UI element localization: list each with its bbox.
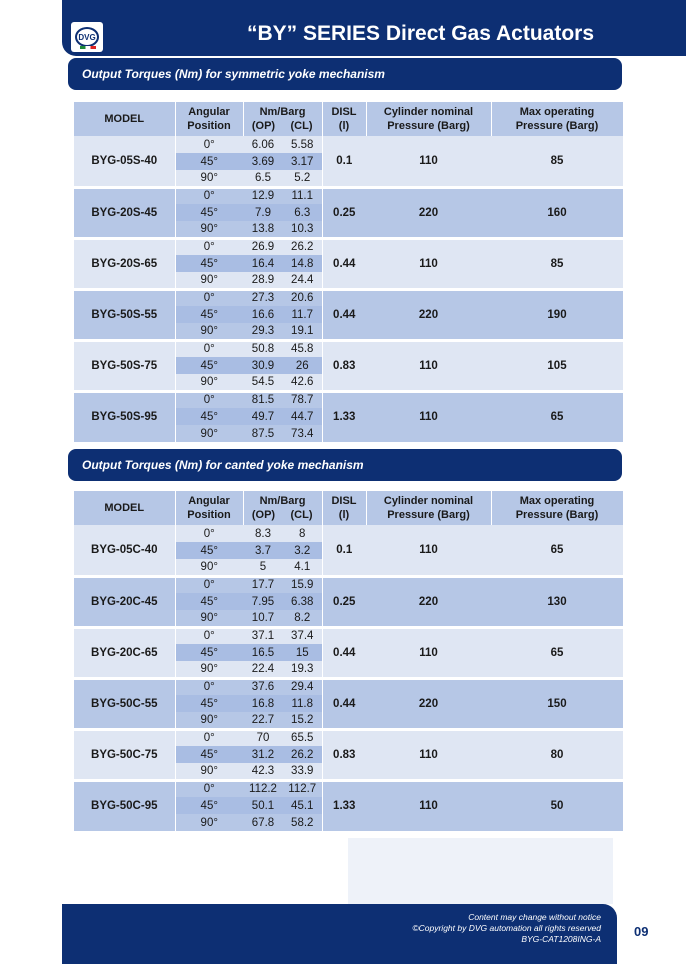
angle-cell: 45° xyxy=(175,542,243,559)
cl-cell: 65.5 xyxy=(283,729,322,746)
angle-cell: 0° xyxy=(175,627,243,644)
cl-cell: 4.1 xyxy=(283,559,322,576)
angle-cell: 90° xyxy=(175,374,243,391)
angle-cell: 90° xyxy=(175,323,243,340)
cl-cell: 26.2 xyxy=(283,746,322,763)
op-cell: 12.9 xyxy=(243,187,283,204)
cl-cell: 3.2 xyxy=(283,542,322,559)
cl-cell: 45.1 xyxy=(283,797,322,814)
op-cell: 16.5 xyxy=(243,644,283,661)
torque-table-canted xyxy=(74,491,624,831)
op-cell: 10.7 xyxy=(243,610,283,627)
max-pressure-cell: 65 xyxy=(491,627,623,678)
op-cell: 27.3 xyxy=(243,289,283,306)
torque-table-symmetric xyxy=(74,102,624,442)
table-header-row xyxy=(74,491,623,525)
model-cell: BYG-05C-40 xyxy=(74,525,175,576)
cl-cell: 11.7 xyxy=(283,306,322,323)
cl-cell: 73.4 xyxy=(283,425,322,442)
op-cell: 29.3 xyxy=(243,323,283,340)
logo-ring-icon xyxy=(75,27,99,47)
table-row xyxy=(74,780,623,797)
op-cell: 6.5 xyxy=(243,170,283,187)
disl-cell: 0.83 xyxy=(322,340,366,391)
angle-cell: 0° xyxy=(175,525,243,542)
cylinder-pressure-cell: 110 xyxy=(366,391,491,442)
footer-line-3: BYG-CAT1208ING-A xyxy=(521,934,601,944)
angle-cell: 90° xyxy=(175,763,243,780)
angle-cell: 90° xyxy=(175,272,243,289)
angle-cell: 45° xyxy=(175,746,243,763)
model-cell: BYG-20C-65 xyxy=(74,627,175,678)
model-cell: BYG-05S-40 xyxy=(74,136,175,187)
op-cell: 22.7 xyxy=(243,712,283,729)
angle-cell: 45° xyxy=(175,644,243,661)
angle-cell: 45° xyxy=(175,306,243,323)
model-cell: BYG-20C-45 xyxy=(74,576,175,627)
cl-cell: 26 xyxy=(283,357,322,374)
op-cell: 67.8 xyxy=(243,814,283,831)
angle-cell: 45° xyxy=(175,695,243,712)
section-title-canted: Output Torques (Nm) for canted yoke mechanism xyxy=(68,449,622,481)
angle-cell: 0° xyxy=(175,136,243,153)
page-header xyxy=(62,0,686,56)
cylinder-pressure-cell: 110 xyxy=(366,729,491,780)
op-cell: 16.8 xyxy=(243,695,283,712)
angle-cell: 0° xyxy=(175,780,243,797)
cl-cell: 8.2 xyxy=(283,610,322,627)
table-body-symmetric xyxy=(74,136,623,442)
col-disl: DISL (l) xyxy=(322,491,366,525)
table-header-row xyxy=(74,102,623,136)
op-cell: 87.5 xyxy=(243,425,283,442)
cl-cell: 11.1 xyxy=(283,187,322,204)
model-cell: BYG-20S-45 xyxy=(74,187,175,238)
page-title: “BY” SERIES Direct Gas Actuators xyxy=(247,22,594,45)
cl-cell: 20.6 xyxy=(283,289,322,306)
cl-cell: 42.6 xyxy=(283,374,322,391)
op-cell: 16.6 xyxy=(243,306,283,323)
angle-cell: 90° xyxy=(175,559,243,576)
op-cell: 37.6 xyxy=(243,678,283,695)
op-cell: 7.9 xyxy=(243,204,283,221)
model-cell: BYG-50C-55 xyxy=(74,678,175,729)
angle-cell: 90° xyxy=(175,661,243,678)
model-cell: BYG-50S-55 xyxy=(74,289,175,340)
max-pressure-cell: 85 xyxy=(491,136,623,187)
footer-notice xyxy=(412,912,601,945)
table-row xyxy=(74,576,623,593)
table-row xyxy=(74,729,623,746)
op-cell: 49.7 xyxy=(243,408,283,425)
table-row xyxy=(74,678,623,695)
angle-cell: 0° xyxy=(175,289,243,306)
table-row xyxy=(74,136,623,153)
cylinder-pressure-cell: 110 xyxy=(366,340,491,391)
op-cell: 81.5 xyxy=(243,391,283,408)
cl-cell: 26.2 xyxy=(283,238,322,255)
logo-text: DVG xyxy=(78,32,96,42)
op-cell: 54.5 xyxy=(243,374,283,391)
op-cell: 70 xyxy=(243,729,283,746)
op-cell: 6.06 xyxy=(243,136,283,153)
page-number: 09 xyxy=(634,924,649,939)
col-model: MODEL xyxy=(74,102,175,136)
table-row xyxy=(74,238,623,255)
col-cylinder: Cylinder nominal Pressure (Barg) xyxy=(366,491,491,525)
disl-cell: 1.33 xyxy=(322,391,366,442)
cl-cell: 6.38 xyxy=(283,593,322,610)
cl-cell: 5.58 xyxy=(283,136,322,153)
angle-cell: 90° xyxy=(175,170,243,187)
cl-cell: 5.2 xyxy=(283,170,322,187)
table-body-canted xyxy=(74,525,623,831)
cl-cell: 45.8 xyxy=(283,340,322,357)
angle-cell: 0° xyxy=(175,238,243,255)
op-cell: 8.3 xyxy=(243,525,283,542)
angle-cell: 0° xyxy=(175,576,243,593)
angle-cell: 90° xyxy=(175,712,243,729)
col-disl: DISL (l) xyxy=(322,102,366,136)
col-max: Max operating Pressure (Barg) xyxy=(491,491,623,525)
col-angular: Angular Position xyxy=(175,491,243,525)
col-model: MODEL xyxy=(74,491,175,525)
op-cell: 5 xyxy=(243,559,283,576)
op-cell: 22.4 xyxy=(243,661,283,678)
op-cell: 30.9 xyxy=(243,357,283,374)
disl-cell: 0.1 xyxy=(322,525,366,576)
angle-cell: 0° xyxy=(175,678,243,695)
cylinder-pressure-cell: 110 xyxy=(366,627,491,678)
model-cell: BYG-50S-95 xyxy=(74,391,175,442)
cl-cell: 14.8 xyxy=(283,255,322,272)
cl-cell: 37.4 xyxy=(283,627,322,644)
cylinder-pressure-cell: 110 xyxy=(366,136,491,187)
op-cell: 31.2 xyxy=(243,746,283,763)
max-pressure-cell: 80 xyxy=(491,729,623,780)
op-cell: 37.1 xyxy=(243,627,283,644)
angle-cell: 45° xyxy=(175,204,243,221)
angle-cell: 90° xyxy=(175,814,243,831)
max-pressure-cell: 150 xyxy=(491,678,623,729)
cl-cell: 58.2 xyxy=(283,814,322,831)
op-cell: 50.8 xyxy=(243,340,283,357)
angle-cell: 45° xyxy=(175,153,243,170)
op-cell: 28.9 xyxy=(243,272,283,289)
op-cell: 17.7 xyxy=(243,576,283,593)
op-cell: 50.1 xyxy=(243,797,283,814)
angle-cell: 0° xyxy=(175,187,243,204)
section-title-symmetric: Output Torques (Nm) for symmetric yoke mechanism xyxy=(68,58,622,90)
max-pressure-cell: 65 xyxy=(491,391,623,442)
disl-cell: 0.25 xyxy=(322,576,366,627)
table-row xyxy=(74,187,623,204)
cl-cell: 19.3 xyxy=(283,661,322,678)
max-pressure-cell: 160 xyxy=(491,187,623,238)
max-pressure-cell: 65 xyxy=(491,525,623,576)
op-cell: 13.8 xyxy=(243,221,283,238)
angle-cell: 90° xyxy=(175,425,243,442)
cl-cell: 29.4 xyxy=(283,678,322,695)
angle-cell: 90° xyxy=(175,221,243,238)
angle-cell: 45° xyxy=(175,255,243,272)
cl-cell: 15.2 xyxy=(283,712,322,729)
op-cell: 26.9 xyxy=(243,238,283,255)
disl-cell: 1.33 xyxy=(322,780,366,831)
footer-line-1: Content may change without notice xyxy=(468,912,601,922)
cylinder-pressure-cell: 220 xyxy=(366,289,491,340)
op-cell: 42.3 xyxy=(243,763,283,780)
op-cell: 3.7 xyxy=(243,542,283,559)
dvg-logo xyxy=(71,22,103,52)
cylinder-pressure-cell: 220 xyxy=(366,576,491,627)
angle-cell: 45° xyxy=(175,593,243,610)
cylinder-pressure-cell: 220 xyxy=(366,678,491,729)
cylinder-pressure-cell: 110 xyxy=(366,780,491,831)
col-cylinder: Cylinder nominal Pressure (Barg) xyxy=(366,102,491,136)
angle-cell: 0° xyxy=(175,729,243,746)
cl-cell: 15 xyxy=(283,644,322,661)
footer-line-2: ©Copyright by DVG automation all rights reserved xyxy=(412,923,601,933)
flag-icon xyxy=(80,46,96,49)
cl-cell: 11.8 xyxy=(283,695,322,712)
model-cell: BYG-50C-75 xyxy=(74,729,175,780)
cl-cell: 15.9 xyxy=(283,576,322,593)
disl-cell: 0.44 xyxy=(322,289,366,340)
angle-cell: 0° xyxy=(175,391,243,408)
cl-cell: 10.3 xyxy=(283,221,322,238)
col-nm-barg: Nm/Barg (OP) (CL) xyxy=(243,102,322,136)
max-pressure-cell: 190 xyxy=(491,289,623,340)
angle-cell: 0° xyxy=(175,340,243,357)
table-row xyxy=(74,525,623,542)
cl-cell: 33.9 xyxy=(283,763,322,780)
cylinder-pressure-cell: 110 xyxy=(366,525,491,576)
op-cell: 7.95 xyxy=(243,593,283,610)
op-cell: 112.2 xyxy=(243,780,283,797)
table-row xyxy=(74,340,623,357)
disl-cell: 0.44 xyxy=(322,678,366,729)
max-pressure-cell: 50 xyxy=(491,780,623,831)
disl-cell: 0.1 xyxy=(322,136,366,187)
col-max: Max operating Pressure (Barg) xyxy=(491,102,623,136)
table-row xyxy=(74,391,623,408)
model-cell: BYG-50C-95 xyxy=(74,780,175,831)
disl-cell: 0.44 xyxy=(322,627,366,678)
angle-cell: 45° xyxy=(175,357,243,374)
table-row xyxy=(74,627,623,644)
cl-cell: 44.7 xyxy=(283,408,322,425)
cl-cell: 19.1 xyxy=(283,323,322,340)
angle-cell: 45° xyxy=(175,408,243,425)
model-cell: BYG-20S-65 xyxy=(74,238,175,289)
disl-cell: 0.83 xyxy=(322,729,366,780)
col-angular: Angular Position xyxy=(175,102,243,136)
op-cell: 3.69 xyxy=(243,153,283,170)
max-pressure-cell: 105 xyxy=(491,340,623,391)
cl-cell: 6.3 xyxy=(283,204,322,221)
cl-cell: 24.4 xyxy=(283,272,322,289)
op-cell: 16.4 xyxy=(243,255,283,272)
cl-cell: 3.17 xyxy=(283,153,322,170)
cl-cell: 112.7 xyxy=(283,780,322,797)
cylinder-pressure-cell: 220 xyxy=(366,187,491,238)
page-footer xyxy=(62,904,617,964)
col-nm-barg: Nm/Barg (OP) (CL) xyxy=(243,491,322,525)
angle-cell: 90° xyxy=(175,610,243,627)
cl-cell: 8 xyxy=(283,525,322,542)
cl-cell: 78.7 xyxy=(283,391,322,408)
max-pressure-cell: 85 xyxy=(491,238,623,289)
max-pressure-cell: 130 xyxy=(491,576,623,627)
disl-cell: 0.25 xyxy=(322,187,366,238)
model-cell: BYG-50S-75 xyxy=(74,340,175,391)
cylinder-pressure-cell: 110 xyxy=(366,238,491,289)
angle-cell: 45° xyxy=(175,797,243,814)
decorative-panel xyxy=(348,838,613,904)
disl-cell: 0.44 xyxy=(322,238,366,289)
table-row xyxy=(74,289,623,306)
